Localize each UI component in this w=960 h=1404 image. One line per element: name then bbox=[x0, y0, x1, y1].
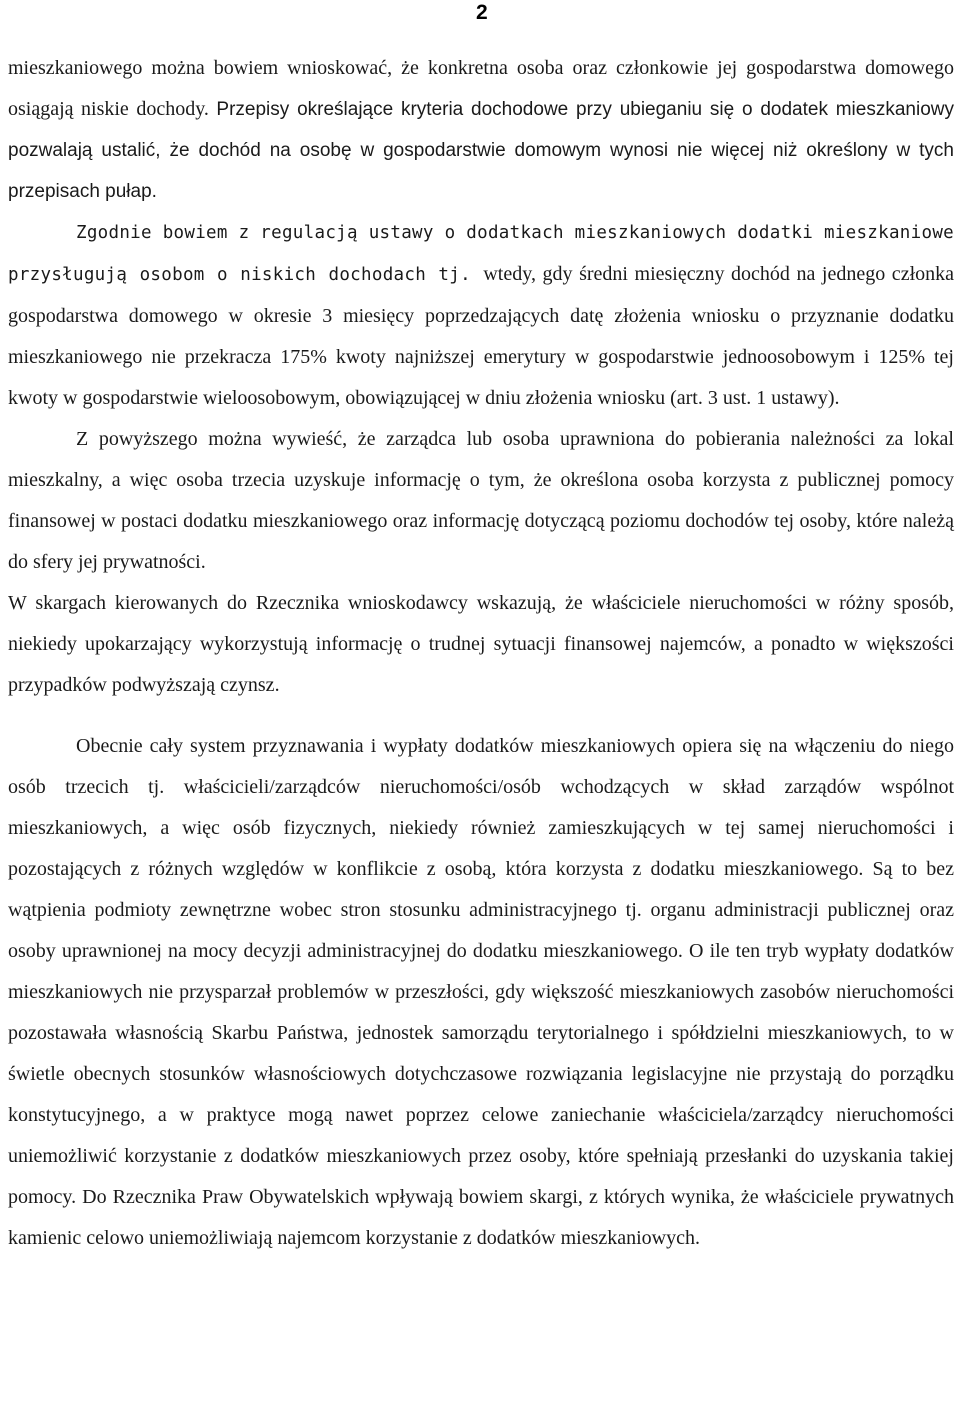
paragraph-5: Obecnie cały system przyznawania i wypłaty dodatków mieszkaniowych opiera się na włączeniu do niego osób trzecich tj. właścicieli/zarządców nieruchomości/osób wchodzących w skład zarządów wspólnot mieszkaniowych, a więc osób fizycznych, niekiedy również zamieszkujących w tej samej nieruchomości i pozostających z różnych względów w konflikcie z osobą, która korzysta z dodatku mieszkaniowego. Są to bez wątpienia podmioty zewnętrzne wobec stron stosunku administracyjnego tj. organu administracji publicznej oraz osoby uprawnionej na mocy decyzji administracyjnej do dodatku mieszkaniowego. O ile ten tryb wypłaty dodatków mieszkaniowych nie przysparzał problemów w przeszłości, gdy większość mieszkaniowych zasobów nieruchomości pozostawała własnością Skarbu Państwa, jednostek samorządu terytorialnego i spółdzielni mieszkaniowych, to w świetle obecnych stosunków własnościowych dotychczasowe rozwiązania legislacyjne nie przystają do porządku konstytucyjnego, a w praktyce mogą nawet poprzez celowe zaniechanie właściciela/zarządcy nieruchomości uniemożliwić korzystanie z dodatków mieszkaniowych przez osoby, które spełniają przesłanki do uzyskania takiej pomocy. Do Rzecznika Praw Obywatelskich wpływają bowiem skargi, z których wynika, że właściciele prywatnych kamienic celowo uniemożliwiają najemcom korzystanie z dodatków mieszkaniowych. bbox=[8, 735, 954, 1249]
paragraph-2 bbox=[8, 212, 954, 419]
paragraph-1-text-a: mieszkaniowego można bowiem wnioskować, że konkretna osoba oraz członkowie jej gospodarstwa domowego osiągają niskie dochody. bbox=[8, 57, 954, 120]
paragraph-2-text-a: Zgodnie bowiem z regulacją ustawy o dodatkach mieszkaniowych dodatki mieszkaniowe przysługują osobom o niskich dochodach tj. bbox=[8, 223, 954, 285]
document-body bbox=[8, 48, 954, 1259]
paragraph-2-text-b: wtedy, gdy średni miesięczny dochód na jednego członka gospodarstwa domowego w okresie 3 miesięcy poprzedzających datę złożenia wniosku o przyznanie dodatku mieszkaniowego nie przekracza 175% kwoty najniższej emerytury w gospodarstwie jednoosobowym i 125% tej kwoty w gospodarstwie wieloosobowym, obowiązującej w dniu złożenia wniosku (art. 3 ust. 1 ustawy). bbox=[8, 263, 954, 409]
page-number: 2 bbox=[476, 1, 488, 24]
paragraph-4: W skargach kierowanych do Rzecznika wnioskodawcy wskazują, że właściciele nieruchomości w różny sposób, niekiedy upokarzający wykorzystują informację o trudnej sytuacji finansowej najemców, a ponadto w większości przypadków podwyższają czynsz. bbox=[8, 592, 954, 696]
paragraph-3: Z powyższego można wywieść, że zarządca lub osoba uprawniona do pobierania należności za lokal mieszkalny, a więc osoba trzecia uzyskuje informację o tym, że określona osoba korzysta z publicznej pomocy finansowej w postaci dodatku mieszkaniowego oraz informację dotyczącą poziomu dochodów tej osoby, które należą do sfery jej prywatności. bbox=[8, 428, 954, 573]
paragraph-1-text-b: Przepisy określające kryteria dochodowe przy ubieganiu się o dodatek mieszkaniowy pozwalają ustalić, że dochód na osobę w gospodarstwie domowym wynosi nie więcej niż określony w tych przepisach pułap. bbox=[8, 99, 954, 202]
paragraph-1 bbox=[8, 48, 954, 212]
